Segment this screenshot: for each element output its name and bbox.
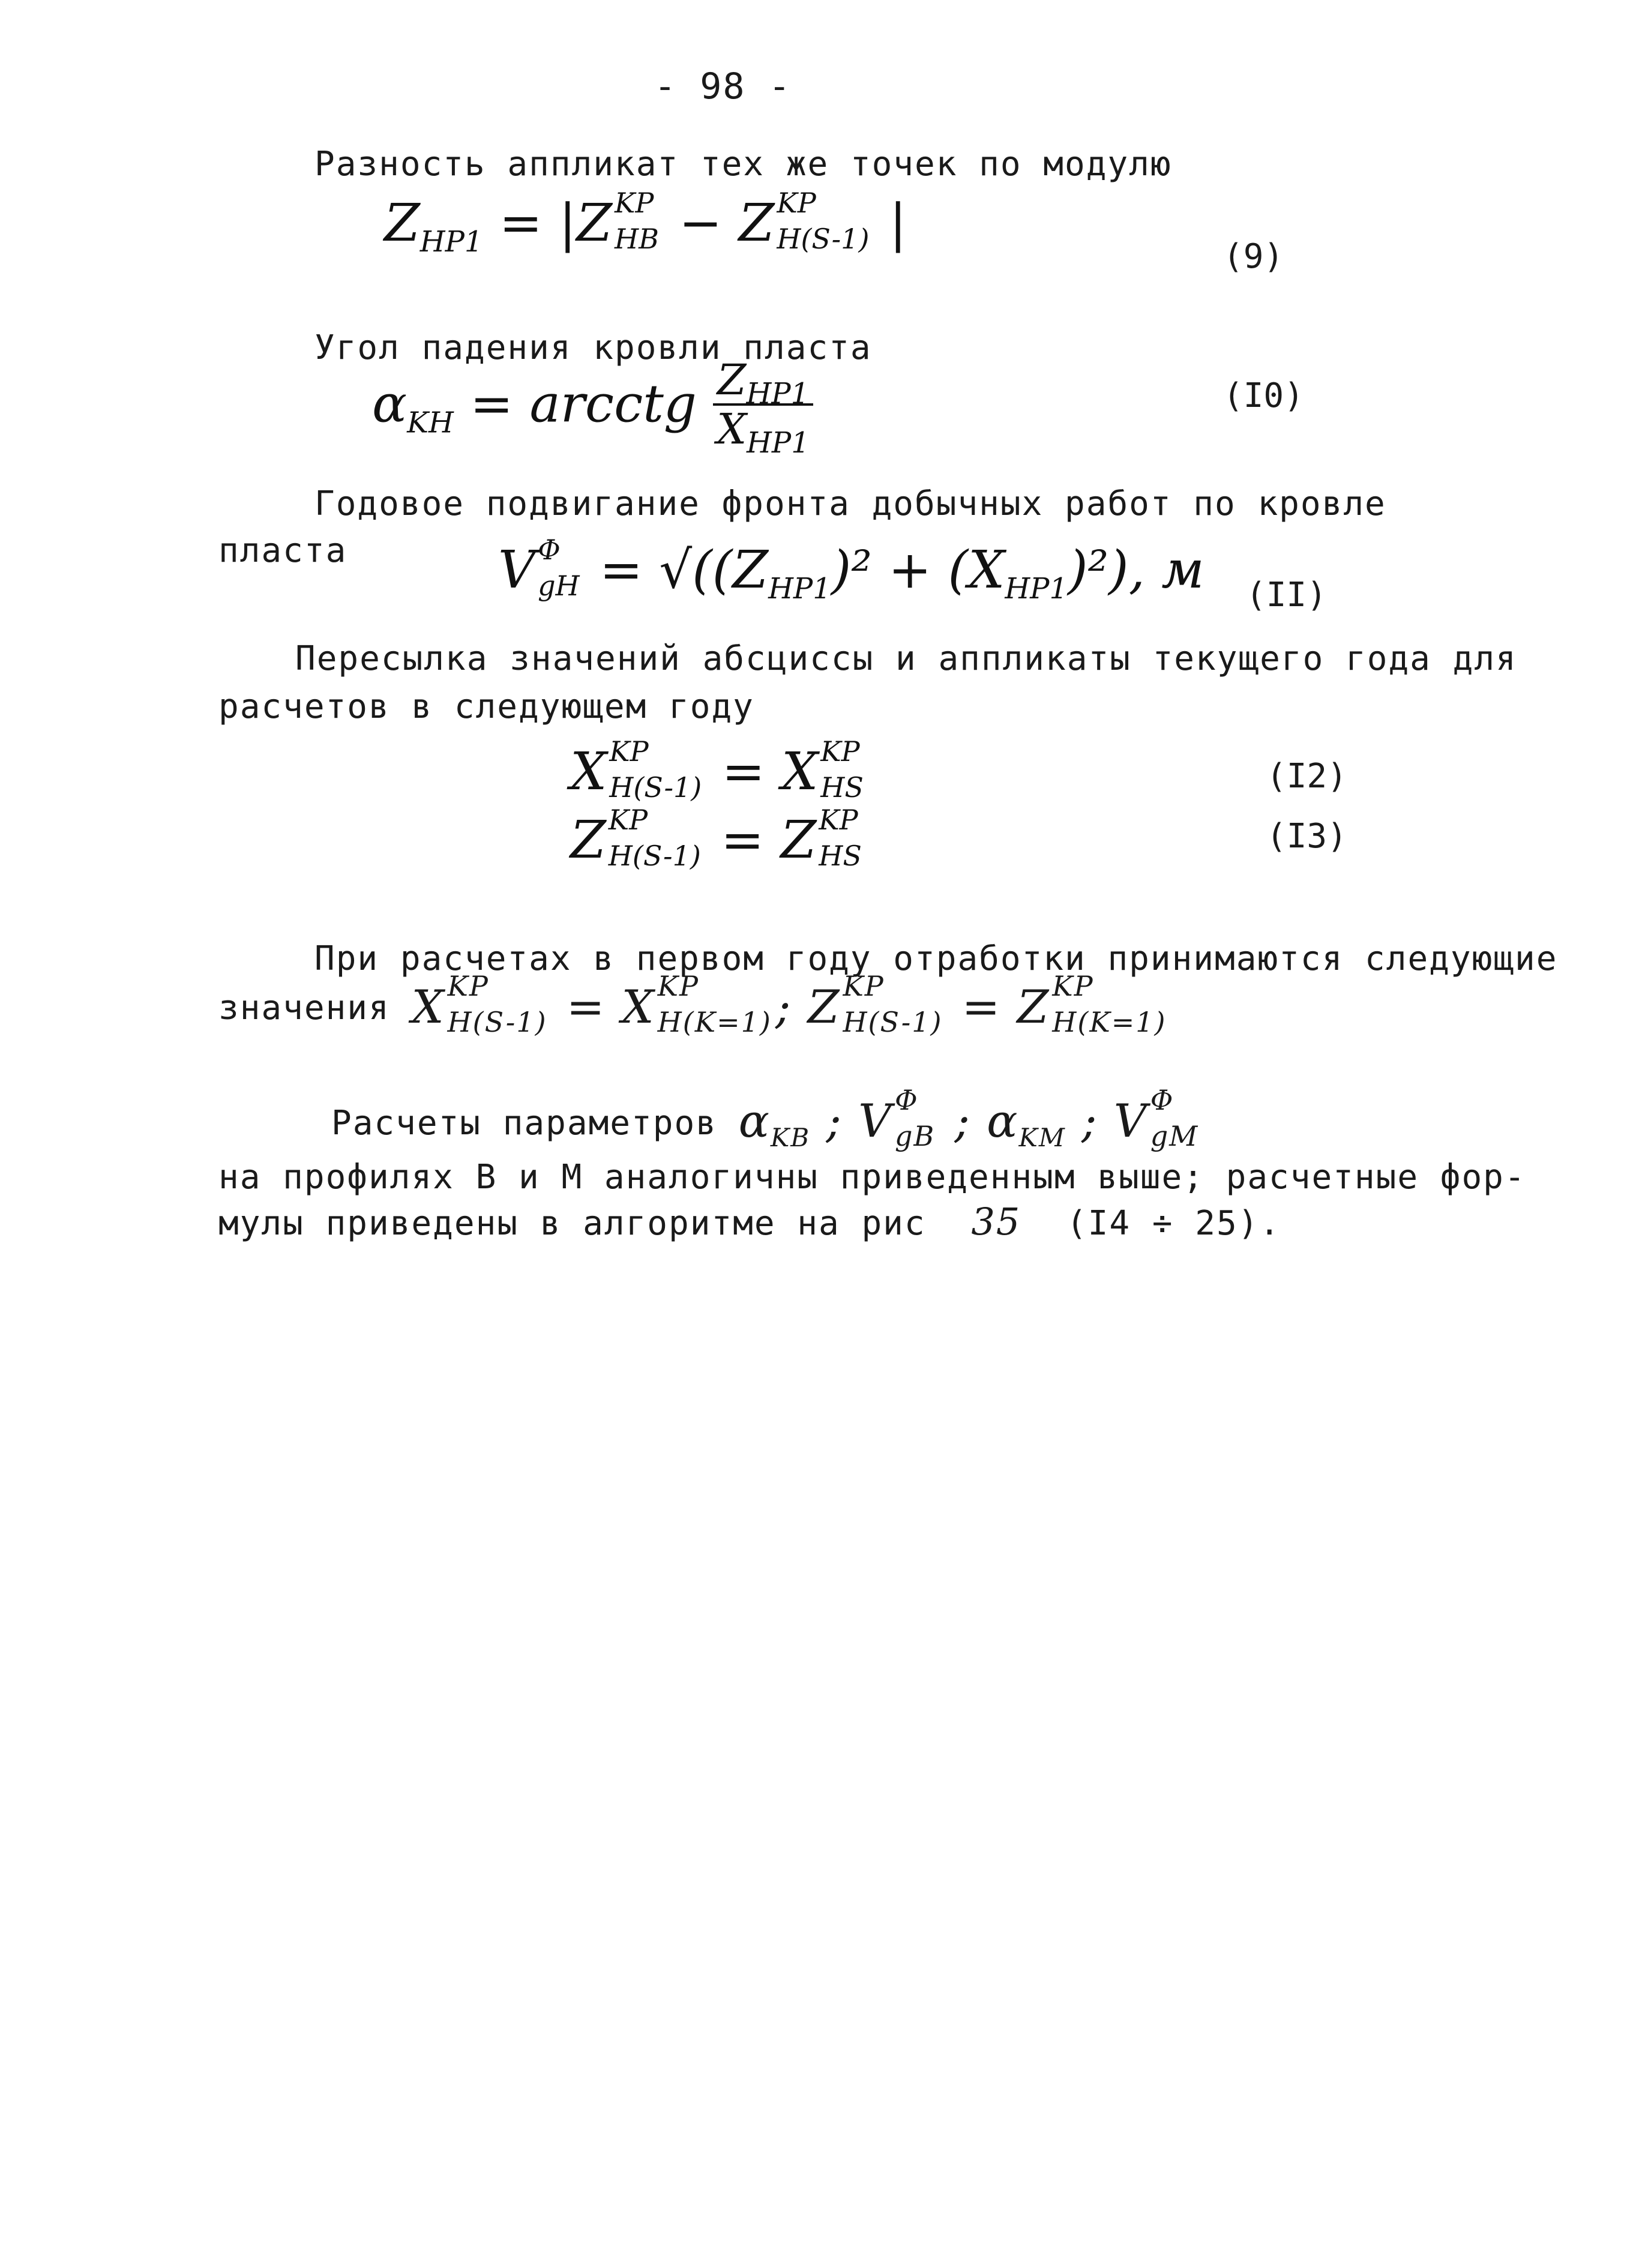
iv-a-base: X <box>411 980 445 1033</box>
eq9-t1-sub: HB <box>614 222 659 255</box>
eq9-eq: = | <box>483 193 577 253</box>
paragraph-params-line3 <box>218 1200 1281 1244</box>
eq11-sub2: HP1 <box>1005 572 1068 606</box>
eq13-rhs-sub: HS <box>819 839 862 872</box>
first-year-label: значения <box>218 988 390 1027</box>
paragraph-modulus-difference: Разность аппликат тех же точек по модулю <box>314 145 1172 184</box>
paragraph-first-year-line1: При расчетах в первом году отработки принимаются следующие <box>314 939 1558 978</box>
initial-values-formula <box>411 970 1170 1038</box>
pf-s1: ; V <box>810 1094 892 1148</box>
eq10-den-base: X <box>717 405 747 454</box>
iv-b-sup: KP <box>657 970 699 1002</box>
eq11-lhs-scripts <box>538 533 580 602</box>
iv-a-sub: H(S-1) <box>447 1006 547 1038</box>
equation-12 <box>570 735 867 804</box>
eq12-lhs-scripts <box>609 735 702 804</box>
eq10-lhs-base: α <box>372 374 408 435</box>
page-number: - 98 - <box>654 65 792 107</box>
pf-p2-sup: Φ <box>894 1084 919 1116</box>
eq11-lhs-base: V <box>498 540 536 600</box>
paragraph-annual-advance-line1: Годовое подвигание фронта добычных работ по кровле <box>314 484 1386 523</box>
iv-c-sup: KP <box>843 970 885 1002</box>
iv-sep: ; Z <box>775 980 841 1033</box>
pf-s2: ; α <box>939 1094 1019 1148</box>
iv-b-scripts <box>657 970 772 1038</box>
eq10-denominator <box>713 405 813 460</box>
equation-13-number: (I3) <box>1266 817 1347 856</box>
iv-b-sub: H(K=1) <box>657 1006 772 1038</box>
params-line3-text: мулы приведены в алгоритме на рис <box>218 1204 926 1243</box>
eq13-lhs-sub: H(S-1) <box>608 839 701 872</box>
eq13-lhs-scripts <box>608 803 701 872</box>
eq12-rhs-sup: KP <box>820 735 860 768</box>
eq10-num-base: Z <box>717 355 747 405</box>
eq9-t1-sup: KP <box>614 186 654 219</box>
eq11-end: )²) <box>1068 540 1129 600</box>
eq9-t1-base: Z <box>576 193 612 253</box>
paragraph-dip-angle: Угол падения кровли пласта <box>314 328 872 367</box>
iv-c-eq: = Z <box>946 980 1050 1033</box>
eq13-eq: = Z <box>704 810 817 870</box>
eq10-numerator <box>713 355 813 411</box>
equation-9 <box>384 186 907 259</box>
equation-10-number: (I0) <box>1223 376 1304 415</box>
equation-11-number: (II) <box>1246 576 1327 615</box>
iv-d-sup: KP <box>1052 970 1094 1002</box>
eq11-mid: )² + (X <box>831 540 1005 600</box>
eq11-lhs-sup: Φ <box>538 533 561 566</box>
eq9-t2-scripts <box>777 186 870 255</box>
pf-p4-sup: Φ <box>1150 1084 1174 1116</box>
eq12-eq: = X <box>705 742 819 802</box>
equation-13 <box>570 803 865 872</box>
iv-a-scripts <box>447 970 547 1038</box>
eq9-t2-sub: H(S-1) <box>777 222 870 255</box>
eq10-num-sub: HP1 <box>746 377 810 411</box>
paragraph-params-line1 <box>331 1084 1202 1155</box>
eq9-close: | <box>873 193 907 253</box>
eq11-unit: , м <box>1128 540 1204 600</box>
iv-d-sub: H(K=1) <box>1052 1006 1167 1038</box>
iv-c-scripts <box>843 970 943 1038</box>
equation-11 <box>498 533 1204 606</box>
paragraph-first-year-line2 <box>218 970 1170 1038</box>
iv-c-sub: H(S-1) <box>843 1006 943 1038</box>
iv-d-scripts <box>1052 970 1167 1038</box>
pf-p1: α <box>738 1094 771 1148</box>
pf-p2-scripts <box>894 1084 936 1152</box>
eq12-lhs-base: X <box>570 742 607 802</box>
eq9-minus: − <box>662 193 739 253</box>
eq9-t1-scripts <box>614 186 659 255</box>
eq11-sub1: HP1 <box>768 572 831 606</box>
eq13-rhs-sup: KP <box>819 803 858 836</box>
params-formula <box>738 1084 1203 1153</box>
eq11-rhs: = √((Z <box>583 540 769 600</box>
eq12-lhs-sup: KP <box>609 735 649 768</box>
eq13-lhs-sup: KP <box>608 803 648 836</box>
eq9-t2-base: Z <box>738 193 775 253</box>
eq12-rhs-sub: HS <box>820 771 864 804</box>
eq9-t2-sup: KP <box>777 186 816 219</box>
pf-p1-sub: KB <box>770 1123 811 1153</box>
equation-10 <box>372 355 813 460</box>
eq12-lhs-sub: H(S-1) <box>609 771 702 804</box>
eq13-lhs-base: Z <box>570 810 606 870</box>
pf-p4-sub: gM <box>1150 1120 1199 1152</box>
paragraph-annual-advance-line2: пласта <box>218 531 347 570</box>
pf-p2-sub: gB <box>894 1120 936 1152</box>
equation-9-number: (9) <box>1223 237 1284 276</box>
formula-range: (I4 ÷ 25). <box>1066 1204 1281 1243</box>
eq9-lhs-base: Z <box>384 193 420 253</box>
eq10-lhs-sub: KH <box>407 406 454 440</box>
eq10-den-sub: HP1 <box>747 426 810 460</box>
paragraph-params-line2: на профилях В и М аналогичны приведенным выше; расчетные фор- <box>218 1158 1526 1197</box>
pf-p3-sub: KM <box>1018 1123 1066 1153</box>
paragraph-transfer-line1: Пересылка значений абсциссы и аппликаты текущего года для <box>295 639 1517 678</box>
pf-p4-scripts <box>1150 1084 1199 1152</box>
paragraph-transfer-line2: расчетов в следующем году <box>218 687 754 726</box>
pf-s3: ; V <box>1065 1094 1148 1148</box>
eq13-rhs-scripts <box>819 803 862 872</box>
eq9-lhs-sub: HP1 <box>420 225 483 259</box>
equation-12-number: (I2) <box>1266 757 1347 796</box>
eq11-lhs-sub: gH <box>538 569 580 602</box>
figure-reference: 35 <box>971 1200 1021 1244</box>
eq10-eq: = arcctg <box>453 374 714 435</box>
iv-a-sup: KP <box>447 970 489 1002</box>
params-label: Расчеты параметров <box>331 1104 717 1143</box>
eq10-fraction <box>713 355 813 460</box>
eq12-rhs-scripts <box>820 735 864 804</box>
iv-a-eq: = X <box>550 980 655 1033</box>
